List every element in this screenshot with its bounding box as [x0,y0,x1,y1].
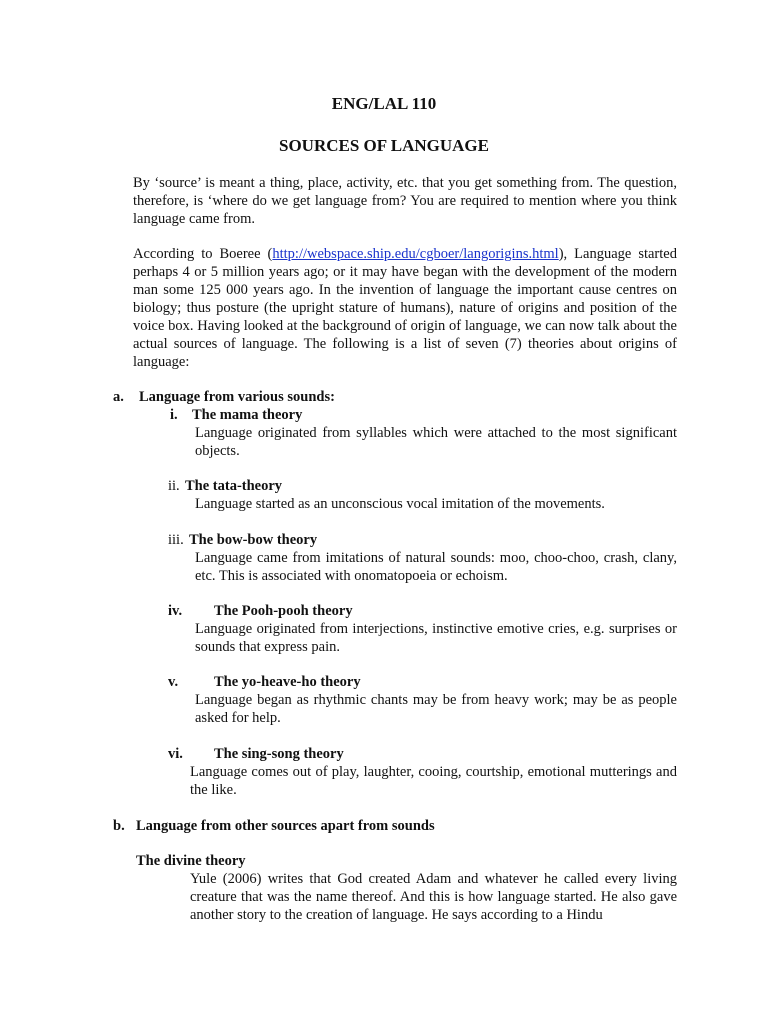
theory-marker: iii. [168,532,184,548]
boeree-link[interactable]: http://webspace.ship.edu/cgboer/langorigins.html [272,246,559,262]
theory-title: The bow-bow theory [189,532,318,548]
theory-title: The sing-song theory [214,746,344,762]
section-b-heading [113,817,435,835]
theory-heading-tata [168,477,282,495]
theory-description: Language comes out of play, laughter, cooing, courtship, emotional mutterings and the like. [190,764,677,798]
section-a-title: Language from various sounds: [139,389,335,405]
intro-paragraph: By ‘source’ is meant a thing, place, activity, etc. that you get something from. The question, therefore, is ‘where do we get language from? You are required to mention where you think language came from. [133,175,677,227]
section-a-heading [113,388,335,406]
theory-heading-bow-bow [168,531,317,549]
theory-heading-yo-heave-ho [168,673,361,691]
theory-description: Language came from imitations of natural sounds: moo, choo-choo, crash, clany, etc. This is associated with onomatopoeia or echoism. [195,550,677,584]
theory-heading-pooh-pooh [168,602,353,620]
theory-title: The mama theory [192,407,303,423]
divine-theory-text: Yule (2006) writes that God created Adam and whatever he called every living creature that was the name thereof. And this is how language started. He also gave another story to the creation of language. He says according to a Hindu [190,871,677,923]
theory-description: Language started as an unconscious vocal imitation of the movements. [195,496,605,512]
page-title: SOURCES OF LANGUAGE [278,136,489,155]
divine-theory-heading: The divine theory [136,853,246,869]
theory-title: The yo-heave-ho theory [214,674,361,690]
theory-title: The Pooh-pooh theory [214,603,353,619]
theory-description: Language originated from interjections, instinctive emotive cries, e.g. surprises or sounds that express pain. [195,621,677,655]
theory-marker: v. [168,674,179,690]
course-code: ENG/LAL 110 [331,94,437,113]
theory-marker: ii. [168,478,180,494]
theory-title: The tata-theory [185,478,283,494]
theory-description: Language began as rhythmic chants may be from heavy work; may be as people asked for help. [195,692,677,726]
para2-text-before: According to Boeree ( [133,246,273,262]
theory-marker: iv. [168,603,183,619]
theory-description: Language originated from syllables which were attached to the most significant objects. [195,425,677,459]
para2-text-after: ), Language started perhaps 4 or 5 million years ago; or it may have began with the development of the modern man some 125 000 years ago. In the invention of language the important cause centres on biology; thus posture (the upright stature of humans), nature of origins and position of the voice box. Having looked at the background of origin of language, we can now talk about the actual sources of language. The following is a list of seven (7) theories about origins of language: [133,246,677,370]
section-b-title: Language from other sources apart from sounds [136,818,435,834]
theory-heading-mama [170,406,302,424]
boeree-paragraph [133,245,677,371]
section-b-marker: b. [113,818,125,834]
theory-heading-sing-song [168,745,344,763]
theory-marker: i. [170,407,178,423]
section-a-marker: a. [113,389,124,405]
theory-marker: vi. [168,746,183,762]
